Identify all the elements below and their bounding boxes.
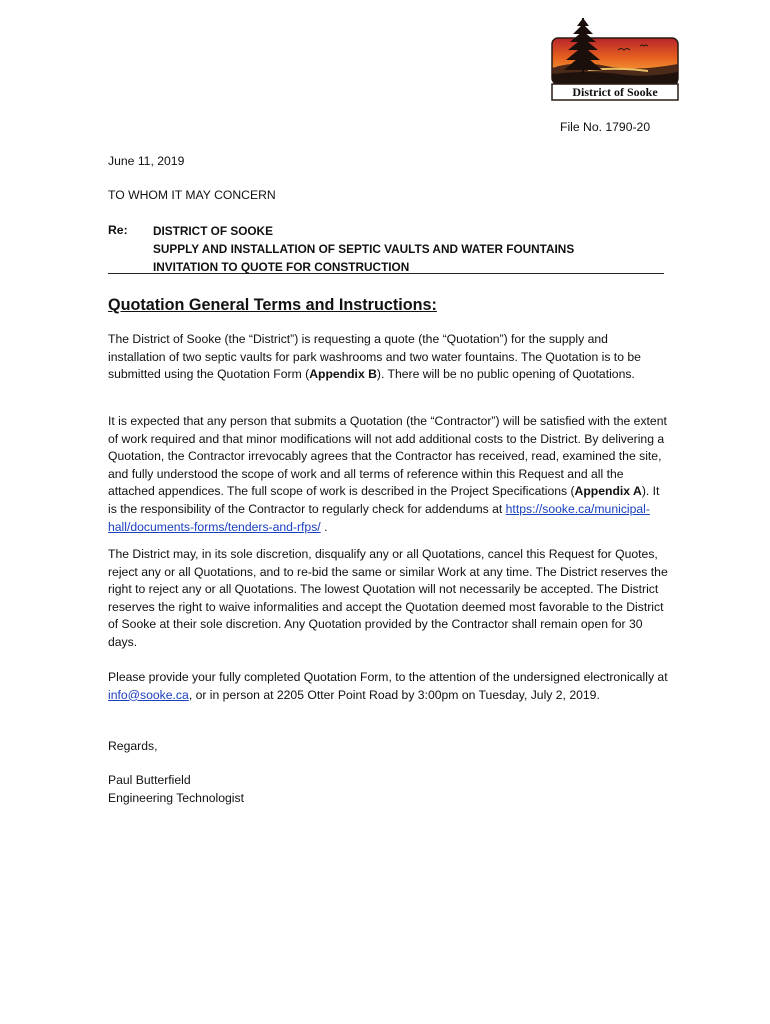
p1-text-b: ). There will be no public opening of Quotations. — [376, 367, 635, 382]
re-label: Re: — [108, 223, 128, 237]
paragraph-1 — [108, 331, 668, 384]
p2-text-b: ). It is the responsibility of the Contractor to regularly check for addendums at — [108, 484, 660, 516]
subject-line-2: SUPPLY AND INSTALLATION OF SEPTIC VAULTS AND WATER FOUNTAINS — [153, 242, 575, 256]
subject-line-3: INVITATION TO QUOTE FOR CONSTRUCTION — [153, 260, 410, 274]
subject-line-1: DISTRICT OF SOOKE — [153, 224, 273, 238]
letter-date: June 11, 2019 — [108, 154, 185, 168]
p2-text-a: It is expected that any person that submits a Quotation (the “Contractor”) will be satisfied with the extent of work required and that minor modifications will not add additional costs to the District. By delivering a Quotation, the Contractor irrevocably agrees that the Contractor has received, read, examined the site, and fully understood the scope of work and all terms of reference within this Request and all the attached appendices. The full scope of work is described in the Project Specifications ( — [108, 414, 667, 499]
logo-label: District of Sooke — [572, 85, 658, 99]
paragraph-3: The District may, in its sole discretion, disqualify any or all Quotations, cancel this Request for Quotes, reject any or all Quotations, and to re-bid the same or similar Work at any time. The District reserves the right to reject any or all Quotations. The lowest Quotation will not necessarily be accepted. The District reserves the right to waive informalities and accept the Quotation deemed most favorable to the District of Sooke at their sole discretion. Any Quotation provided by the Contractor shall remain open for 30 days. — [108, 547, 668, 649]
tenders-link[interactable]: https://sooke.ca/municipal-hall/documents-forms/tenders-and-rfps/ — [108, 501, 650, 534]
subject-divider — [108, 273, 664, 274]
section-heading: Quotation General Terms and Instructions: — [108, 296, 437, 314]
signatory-name: Paul Butterfield — [108, 773, 191, 787]
file-number: File No. 1790-20 — [560, 120, 651, 134]
paragraph-4 — [108, 669, 668, 704]
district-of-sooke-logo — [548, 16, 680, 102]
p4-text-a: Please provide your fully completed Quotation Form, to the attention of the undersigned electronically at — [108, 670, 668, 684]
district-logo — [548, 16, 680, 102]
signatory-title: Engineering Technologist — [108, 791, 244, 805]
p2-appendix-a: Appendix A — [574, 484, 642, 499]
p4-text-b: , or in person at 2205 Otter Point Road by 3:00pm on Tuesday, July 2, 2019. — [188, 687, 600, 702]
p1-appendix-b: Appendix B — [309, 367, 377, 382]
paragraph-2 — [108, 413, 668, 536]
p1-text-a: The District of Sooke (the “District”) is requesting a quote (the “Quotation”) for the supply and installation of two septic vaults for park washrooms and two water fountains. The Quotation is to be submitted using the Quotation Form ( — [108, 332, 641, 382]
p2-text-c: . — [320, 519, 328, 534]
salutation: TO WHOM IT MAY CONCERN — [108, 188, 276, 202]
closing: Regards, — [108, 739, 158, 753]
subject-lines — [153, 222, 574, 276]
email-link[interactable]: info@sooke.ca — [108, 687, 189, 702]
